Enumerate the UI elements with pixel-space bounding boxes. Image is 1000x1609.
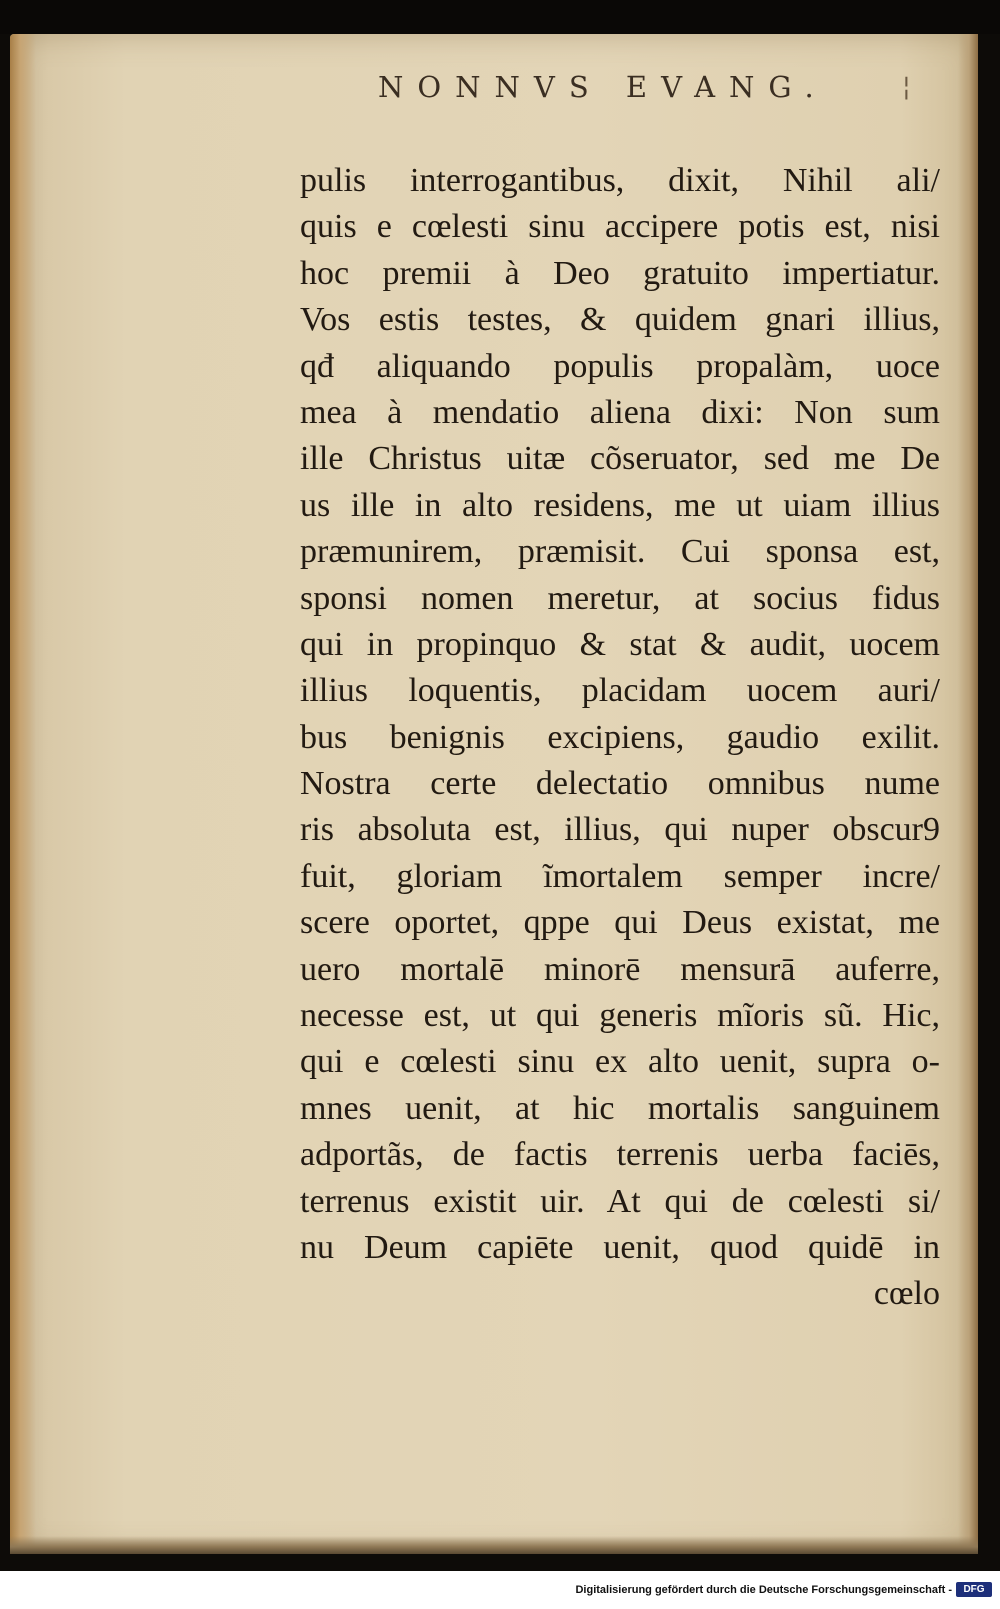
text-line: qui e cœlesti sinu ex alto uenit, supra o- <box>300 1043 940 1081</box>
text-line: fuit, gloriam ĩmortalem semper incre/ <box>300 857 940 895</box>
text-line: adportãs, de factis terrenis uerba faciēs, <box>300 1136 940 1174</box>
page-bottom-edge <box>10 1536 978 1554</box>
text-line: necesse est, ut qui generis mĩoris sũ. Hic, <box>300 997 940 1035</box>
text-line: scere oportet, qppe qui Deus existat, me <box>300 904 940 942</box>
digitization-credit: Digitalisierung gefördert durch die Deutsche Forschungsgemeinschaft - <box>575 1584 952 1596</box>
text-line: præmunirem, præmisit. Cui sponsa est, <box>300 533 940 571</box>
running-header: NONNVS EVANG. <box>378 70 828 104</box>
text-line: terrenus existit uir. At qui de cœlesti si/ <box>300 1182 940 1220</box>
text-line: qđ aliquando populis propalàm, uoce <box>300 347 940 385</box>
dfg-logo-icon: DFG <box>956 1582 992 1597</box>
text-line: quis e cœlesti sinu accipere potis est, nisi <box>300 208 940 246</box>
footer-bar <box>0 1571 1000 1609</box>
text-line: uero mortalē minorē mensurā auferre, <box>300 950 940 988</box>
text-line: qui in propinquo & stat & audit, uocem <box>300 625 940 663</box>
text-line: us ille in alto residens, me ut uiam illius <box>300 486 940 524</box>
scan-top-band <box>0 0 1000 34</box>
page-right-edge <box>958 34 978 1554</box>
text-line: Nostra certe delectatio omnibus nume <box>300 765 940 803</box>
text-line: mnes uenit, at hic mortalis sanguinem <box>300 1089 940 1127</box>
page-left-edge <box>10 34 36 1554</box>
body-text <box>300 158 940 1318</box>
text-line: illius loquentis, placidam uocem auri/ <box>300 672 940 710</box>
text-line: nu Deum capiēte uenit, quod quidē in <box>300 1228 940 1266</box>
text-line: pulis interrogantibus, dixit, Nihil ali/ <box>300 162 940 199</box>
text-line: bus benignis excipiens, gaudio exilit. <box>300 718 940 756</box>
text-line: hoc premii à Deo gratuito impertiatur. <box>300 254 940 292</box>
text-line: sponsi nomen meretur, at socius fidus <box>300 579 940 617</box>
text-line: Vos estis testes, & quidem gnari illius, <box>300 301 940 339</box>
text-line: ille Christus uitæ cõseruator, sed me De <box>300 440 940 478</box>
text-line: mea à mendatio aliena dixi: Non sum <box>300 393 940 431</box>
catchword: cœlo <box>873 1275 940 1313</box>
text-line: ris absoluta est, illius, qui nuper obscur9 <box>300 811 940 849</box>
header-mark-icon: ¦ <box>902 72 911 102</box>
